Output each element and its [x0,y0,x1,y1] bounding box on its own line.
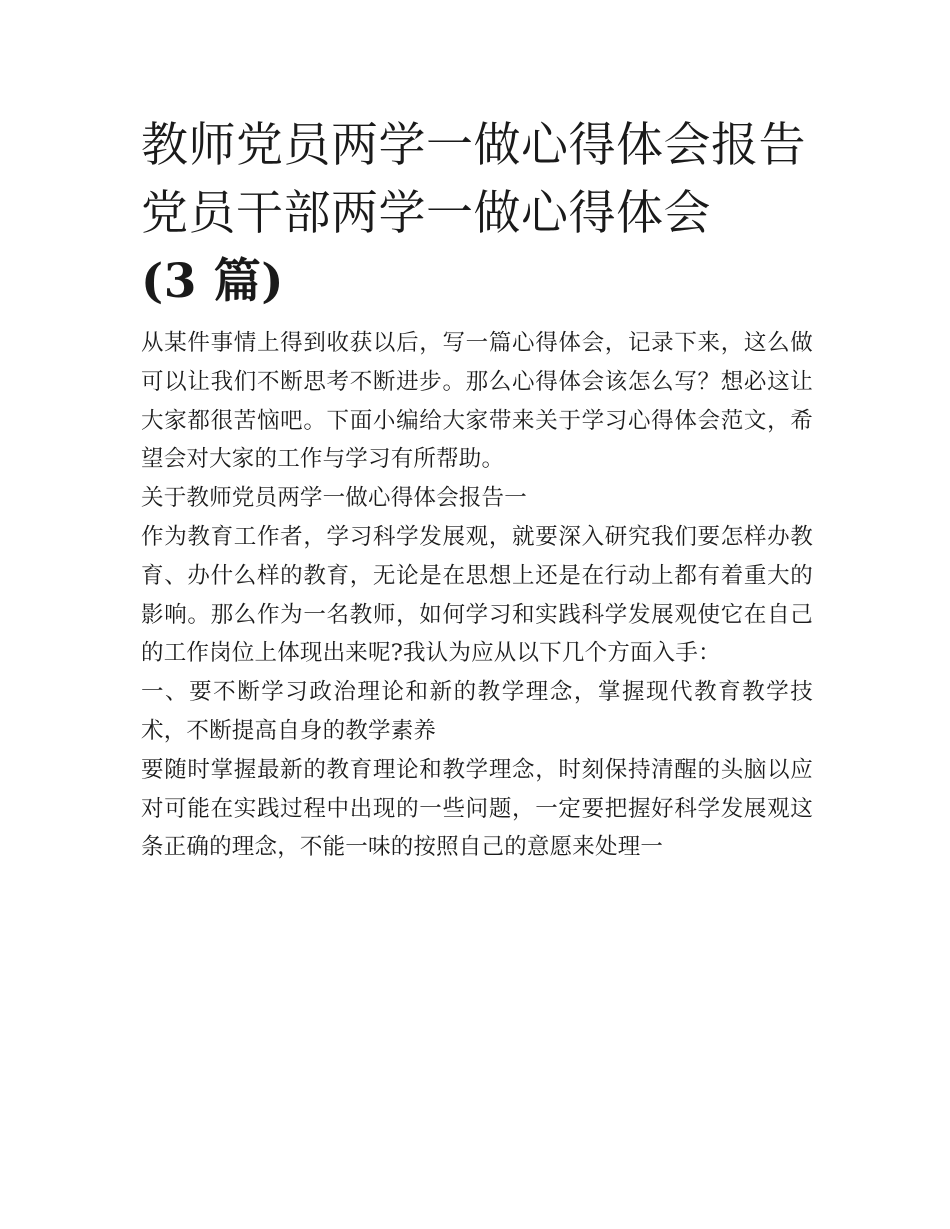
subsection-heading: 一、要不断学习政治理论和新的教学理念，掌握现代教育教学技术，不断提高自身的教学素养 [141,679,813,744]
title-count: (3 篇) [141,254,285,309]
document-title [141,112,813,316]
section-heading: 关于教师党员两学一做心得体会报告一 [141,485,527,512]
document-page [141,112,813,867]
intro-paragraph: 从某件事情上得到收获以后，写一篇心得体会，记录下来，这么做可以让我们不断思考不断进步。那么心得体会该怎么写？想必这让大家都很苦恼吧。下面小编给大家带来关于学习心得体会范文，希望会对大家的工作与学习有所帮助。 [141,330,813,473]
title-main: 教师党员两学一做心得体会报告 党员干部两学一做心得体会 [141,118,806,241]
body-paragraph: 作为教育工作者，学习科学发展观，就要深入研究我们要怎样办教育、办什么样的教育，无论是在思想上还是在行动上都有着重大的影响。那么作为一名教师，如何学习和实践科学发展观使它在自己的工作岗位上体现出来呢?我认为应从以下几个方面入手： [141,523,813,667]
body-paragraph: 要随时掌握最新的教育理论和教学理念，时刻保持清醒的头脑以应对可能在实践过程中出现的一些问题，一定要把握好科学发展观这条正确的理念，不能一味的按照自己的意愿来处理一 [141,756,813,861]
